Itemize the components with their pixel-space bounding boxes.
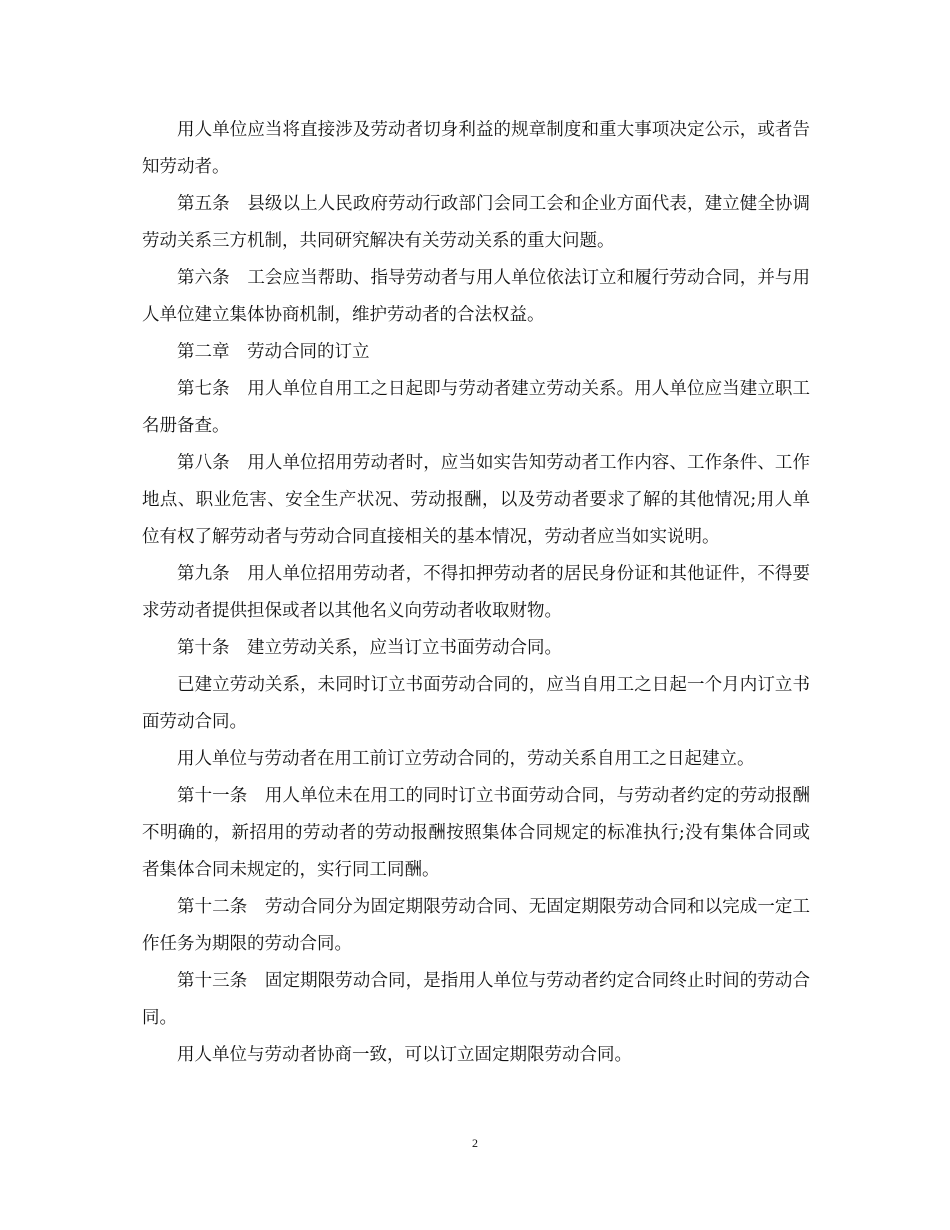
paragraph-article-5: 第五条 县级以上人民政府劳动行政部门会同工会和企业方面代表，建立健全协调劳动关系三方机制，共同研究解决有关劳动关系的重大问题。 — [142, 194, 810, 251]
paragraph-1: 用人单位应当将直接涉及劳动者切身利益的规章制度和重大事项决定公示，或者告知劳动者。 — [142, 120, 810, 177]
page-number: 2 — [472, 1136, 478, 1150]
paragraph-article-10-sub-1: 已建立劳动关系，未同时订立书面劳动合同的，应当自用工之日起一个月内订立书面劳动合同。 — [142, 675, 810, 732]
paragraph-article-10: 第十条 建立劳动关系，应当订立书面劳动合同。 — [177, 638, 562, 658]
paragraph-article-11: 第十一条 用人单位未在用工的同时订立书面劳动合同，与劳动者约定的劳动报酬不明确的，新招用的劳动者的劳动报酬按照集体合同规定的标准执行;没有集体合同或者集体合同未规定的，实行同工同酬。 — [142, 786, 810, 880]
document-body — [142, 112, 810, 1074]
paragraph-article-10-sub-2: 用人单位与劳动者在用工前订立劳动合同的，劳动关系自用工之日起建立。 — [177, 749, 755, 769]
chapter-heading: 第二章 劳动合同的订立 — [177, 342, 370, 362]
paragraph-article-13-sub-1: 用人单位与劳动者协商一致，可以订立固定期限劳动合同。 — [177, 1045, 632, 1065]
paragraph-article-7: 第七条 用人单位自用工之日起即与劳动者建立劳动关系。用人单位应当建立职工名册备查。 — [142, 379, 810, 436]
paragraph-article-13: 第十三条 固定期限劳动合同，是指用人单位与劳动者约定合同终止时间的劳动合同。 — [142, 971, 810, 1028]
paragraph-article-6: 第六条 工会应当帮助、指导劳动者与用人单位依法订立和履行劳动合同，并与用人单位建立集体协商机制，维护劳动者的合法权益。 — [142, 268, 810, 325]
paragraph-article-12: 第十二条 劳动合同分为固定期限劳动合同、无固定期限劳动合同和以完成一定工作任务为期限的劳动合同。 — [142, 897, 810, 954]
paragraph-article-9: 第九条 用人单位招用劳动者，不得扣押劳动者的居民身份证和其他证件，不得要求劳动者提供担保或者以其他名义向劳动者收取财物。 — [142, 564, 810, 621]
paragraph-article-8: 第八条 用人单位招用劳动者时，应当如实告知劳动者工作内容、工作条件、工作地点、职业危害、安全生产状况、劳动报酬，以及劳动者要求了解的其他情况;用人单位有权了解劳动者与劳动合同直接相关的基本情况，劳动者应当如实说明。 — [142, 453, 810, 547]
